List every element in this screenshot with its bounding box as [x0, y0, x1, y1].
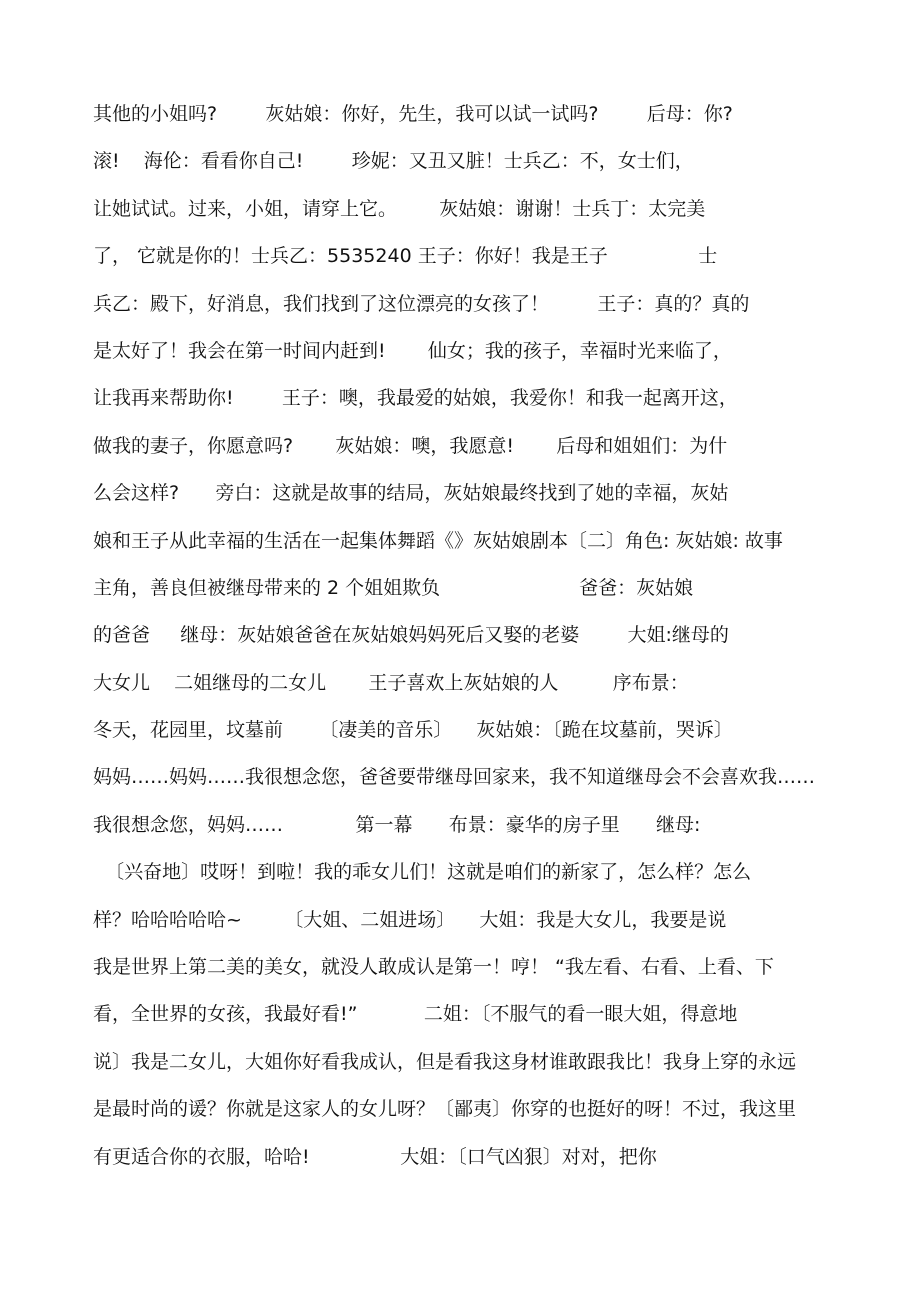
text-line: 滚! 海伦：看看你自己! 珍妮：又丑又脏！士兵乙：不，女士们， [93, 150, 694, 173]
text-line: 了， 它就是你的！士兵乙：5535240 王子：你好！我是王子 士 [93, 245, 718, 268]
text-line: 兵乙：殿下，好消息，我们找到了这位漂亮的女孩了！ 王子：真的？真的 [93, 292, 750, 315]
text-line: 做我的妻子，你愿意吗? 灰姑娘：噢，我愿意! 后母和姐姐们：为什 [93, 434, 728, 457]
text-line: 大女儿 二姐继母的二女儿 王子喜欢上灰姑娘的人 序布景： [93, 671, 689, 694]
text-line: 是太好了！我会在第一时间内赶到! 仙女；我的孩子，幸福时光来临了， [93, 339, 732, 362]
text-line: 看，全世界的女孩，我最好看!” 二姐：〔不服气的看一眼大姐，得意地 [93, 1003, 738, 1026]
text-line: 主角，善良但被继母带来的 2 个姐姐欺负 爸爸：灰姑娘 [93, 576, 694, 599]
text-line: 的爸爸 继母：灰姑娘爸爸在灰姑娘妈妈死后又娶的老婆 大姐:继母的 [93, 624, 729, 647]
text-line: 〔兴奋地〕哎呀！到啦！我的乖女儿们！这就是咱们的新家了，怎么样？怎么 [93, 861, 752, 884]
text-line: 我是世界上第二美的美女，就没人敢成认是第一！哼！ “我左看、右看、上看、下 [93, 956, 774, 979]
text-line: 让我再来帮助你! 王子：噢，我最爱的姑娘，我爱你！和我一起离开这， [93, 387, 738, 410]
text-line: 有更适合你的衣服，哈哈! 大姐：〔口气凶狠〕对对，把你 [93, 1145, 657, 1168]
text-line: 样？哈哈哈哈哈~ 〔大姐、二姐进场〕 大姐：我是大女儿，我要是说 [93, 908, 727, 931]
text-line: 我很想念您，妈妈…… 第一幕 布景：豪华的房子里 继母: [93, 813, 701, 836]
text-line: 么会这样? 旁白：这就是故事的结局，灰姑娘最终找到了她的幸福，灰姑 [93, 482, 729, 505]
text-line: 是最时尚的谖？你就是这家人的女儿呀？〔鄙夷〕你穿的也挺好的呀！不过，我这里 [93, 1098, 797, 1121]
text-line: 其他的小姐吗? 灰姑娘：你好，先生，我可以试一试吗? 后母：你? [93, 103, 733, 125]
text-line: 让她试试。过来，小姐，请穿上它。 灰姑娘：谢谢！士兵丁：太完美 [93, 197, 706, 220]
text-line: 说〕我是二女儿，大姐你好看我成认，但是看我这身材谁敢跟我比！我身上穿的永远 [93, 1050, 797, 1073]
text-line: 妈妈……妈妈……我很想念您，爸爸要带继母回家来，我不知道继母会不会喜欢我…… [93, 766, 816, 789]
script-body-text [93, 95, 838, 1185]
text-line: 冬天，花园里，坟墓前 〔凄美的音乐〕 灰姑娘：〔跪在坟墓前，哭诉〕 [93, 719, 733, 742]
text-line: 娘和王子从此幸福的生活在一起集体舞蹈《》灰姑娘剧本〔二〕角色: 灰姑娘: 故事 [93, 529, 783, 552]
